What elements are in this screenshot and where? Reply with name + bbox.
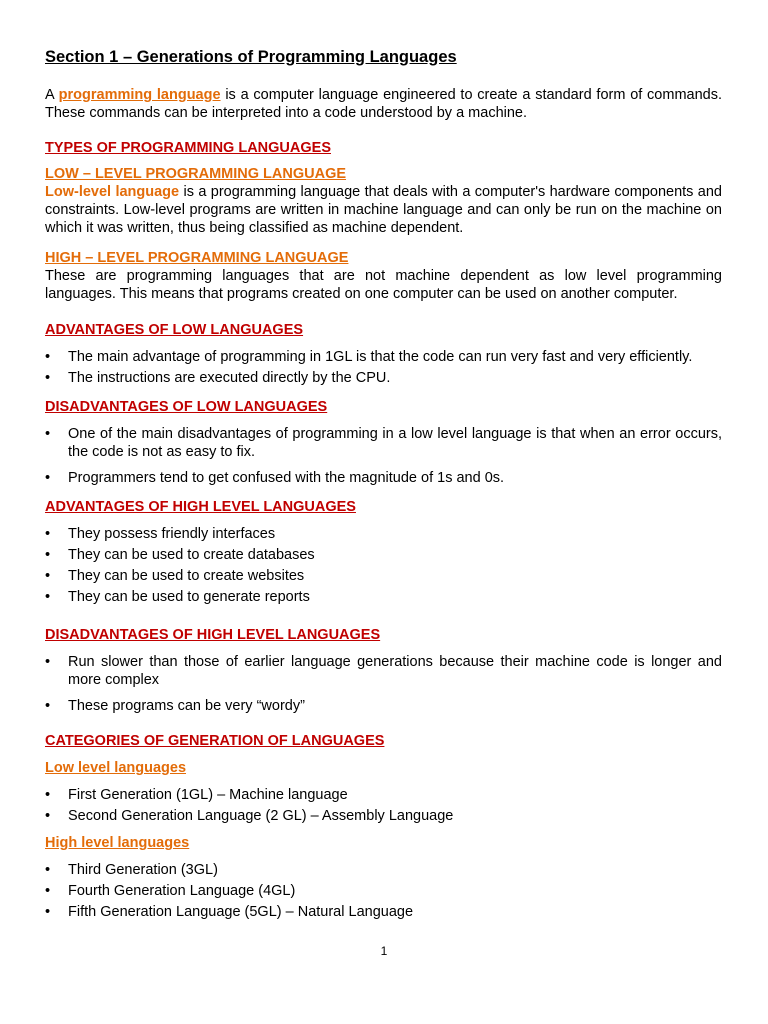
page-title: Section 1 – Generations of Programming Languages — [45, 48, 457, 66]
disadvantages-low-list — [45, 425, 722, 487]
intro-text: is a computer language engineered to create a standard form of commands. These commands can be interpreted into a code understood by a machine. — [45, 87, 723, 121]
types-heading: TYPES OF PROGRAMMING LANGUAGES — [45, 140, 331, 156]
intro-article: A — [45, 87, 54, 103]
list-item: • They can be used to create databases — [45, 546, 722, 564]
list-item: • The main advantage of programming in 1GL is that the code can run very fast and very efficiently. — [45, 348, 722, 366]
list-item: • Second Generation Language (2 GL) – Assembly Language — [45, 807, 722, 825]
page-number: 1 — [380, 944, 388, 958]
advantages-high-list — [45, 525, 722, 606]
low-level-text: is a programming language that deals with a computer's hardware components and constraints. Low-level programs are written in machine language and can only be run on the machine on which it was written, thus being classified as machine dependent. — [45, 184, 722, 236]
list-item: • Fourth Generation Language (4GL) — [45, 882, 722, 900]
list-item: • They can be used to create websites — [45, 567, 722, 585]
high-level-subheading: High level languages — [45, 835, 190, 851]
advantages-low-heading: ADVANTAGES OF LOW LANGUAGES — [45, 322, 304, 338]
list-item: • They possess friendly interfaces — [45, 525, 722, 543]
low-level-paragraph — [45, 183, 722, 237]
list-item: • Fifth Generation Language (5GL) – Natural Language — [45, 903, 722, 921]
list-item: • They can be used to generate reports — [45, 588, 722, 606]
list-item: • Programmers tend to get confused with the magnitude of 1s and 0s. — [45, 469, 722, 487]
list-item: • The instructions are executed directly by the CPU. — [45, 369, 722, 387]
low-level-generations-list — [45, 786, 722, 825]
disadvantages-low-heading: DISADVANTAGES OF LOW LANGUAGES — [45, 399, 328, 415]
list-item: • Run slower than those of earlier language generations because their machine code is longer and more complex — [45, 653, 722, 689]
intro-paragraph — [45, 86, 722, 122]
advantages-low-list — [45, 348, 722, 387]
disadvantages-high-heading: DISADVANTAGES OF HIGH LEVEL LANGUAGES — [45, 627, 381, 643]
low-level-subheading: Low level languages — [45, 760, 187, 776]
low-level-heading: LOW – LEVEL PROGRAMMING LANGUAGE — [45, 166, 347, 182]
list-item: • Third Generation (3GL) — [45, 861, 722, 879]
term-low-level-language: Low-level language — [45, 184, 180, 200]
high-level-paragraph: These are programming languages that are not machine dependent as low level programming languages. This means that programs created on one computer can be used on another computer. — [45, 268, 722, 302]
term-programming-language: programming language — [58, 87, 221, 103]
list-item: • One of the main disadvantages of programming in a low level language is that when an error occurs, the code is not as easy to fix. — [45, 425, 722, 461]
categories-heading: CATEGORIES OF GENERATION OF LANGUAGES — [45, 733, 385, 749]
advantages-high-heading: ADVANTAGES OF HIGH LEVEL LANGUAGES — [45, 499, 356, 515]
high-level-heading: HIGH – LEVEL PROGRAMMING LANGUAGE — [45, 250, 349, 266]
disadvantages-high-list — [45, 653, 722, 715]
high-level-generations-list — [45, 861, 722, 921]
list-item: • These programs can be very “wordy” — [45, 697, 722, 715]
list-item: • First Generation (1GL) – Machine language — [45, 786, 722, 804]
